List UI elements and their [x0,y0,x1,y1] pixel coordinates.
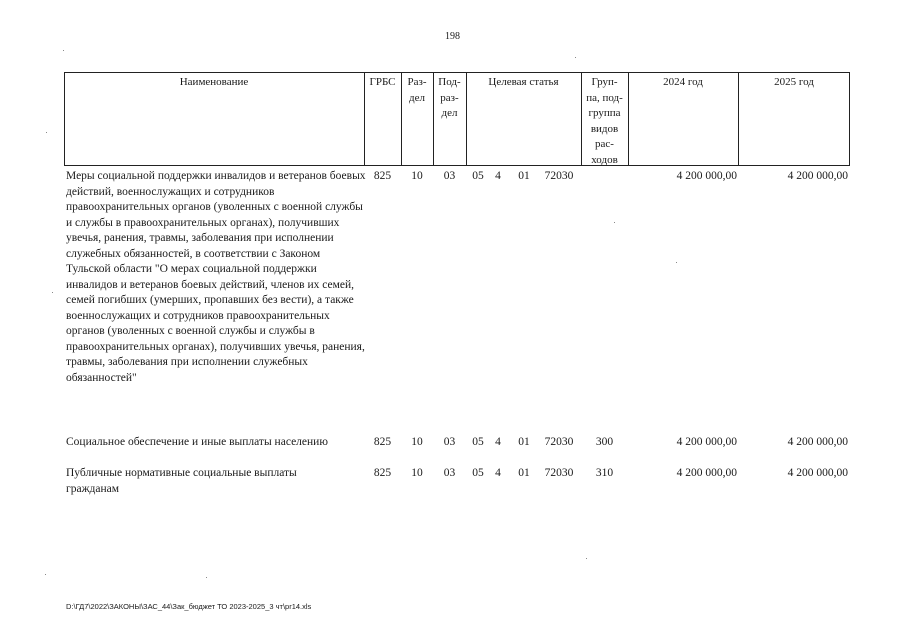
header-expense-group: Груп- па, под- группа видов рас- ходов [586,76,623,166]
row-target-program: 05 [472,436,484,448]
row-grbs: 825 [373,467,392,479]
scan-speck [206,577,207,578]
page-number: 198 [445,31,460,42]
row-target-direction: 72030 [544,436,574,448]
row-target-subprogram: 4 [495,170,501,182]
row-name: Меры социальной поддержки инвалидов и ветеранов боевых действий, военнослужащих и сотрудников правоохранительных органов (уволенных с военной службы и службы в правоохранительных органах), получивших увечья, ранения, травмы, заболевания при исполнении служебных обязанностей, в соответствии с Законом Тульской области "О мерах социальной поддержки инвалидов и ветеранов боевых действий, членов их семей, семей погибших (умерших, пропавших без вести), а также военнослужащих и сотрудников правоохранительных органов (уволенных с военной службы и службы в правоохранительных органах), получивших увечья, ранения, травмы, заболевания при исполнении служебных обязанностей" [66,170,366,384]
scan-speck [52,292,53,293]
scan-speck [46,132,47,133]
row-razdel: 10 [411,467,423,479]
header-grbs: ГРБС [369,76,396,88]
row-target-event: 01 [518,436,530,448]
row-amount-2024: 4 200 000,00 [676,170,737,182]
row-grbs: 825 [373,436,392,448]
scan-speck [676,262,677,263]
row-podrazdel: 03 [443,436,456,448]
header-2024: 2024 год [663,76,703,88]
row-target-subprogram: 4 [495,467,501,479]
row-name: Социальное обеспечение и иные выплаты населению [66,436,328,448]
header-2025: 2025 год [774,76,814,88]
scan-speck [586,558,587,559]
scan-speck [575,57,576,58]
row-target-program: 05 [472,170,484,182]
row-amount-2025: 4 200 000,00 [787,467,848,479]
row-amount-2025: 4 200 000,00 [787,170,848,182]
row-amount-2025: 4 200 000,00 [787,436,848,448]
scan-speck [63,50,64,51]
scan-speck [45,574,46,575]
row-expense-group: 310 [595,467,614,479]
row-podrazdel: 03 [443,170,456,182]
row-target-event: 01 [518,467,530,479]
row-target-program: 05 [472,467,484,479]
row-name: Публичные нормативные социальные выплаты гражданам [66,467,297,495]
row-razdel: 10 [411,170,423,182]
header-name: Наименование [179,76,249,88]
row-target-subprogram: 4 [495,436,501,448]
row-target-direction: 72030 [544,170,574,182]
row-podrazdel: 03 [443,467,456,479]
row-amount-2024: 4 200 000,00 [676,467,737,479]
file-path-footer: D:\ГД7\2022\ЗАКОНЫ\ЗАС_44\Зак_бюджет ТО 2023-2025_3 чт\pr14.xls [66,602,312,611]
row-razdel: 10 [411,436,423,448]
header-razdel: Раз- дел [407,76,427,104]
header-target: Целевая статья [488,76,559,88]
row-amount-2024: 4 200 000,00 [676,436,737,448]
row-target-direction: 72030 [544,467,574,479]
scan-speck [614,222,615,223]
row-target-event: 01 [518,170,530,182]
header-podrazdel: Под- раз- дел [438,76,461,119]
row-grbs: 825 [373,170,392,182]
row-expense-group: 300 [595,436,614,448]
